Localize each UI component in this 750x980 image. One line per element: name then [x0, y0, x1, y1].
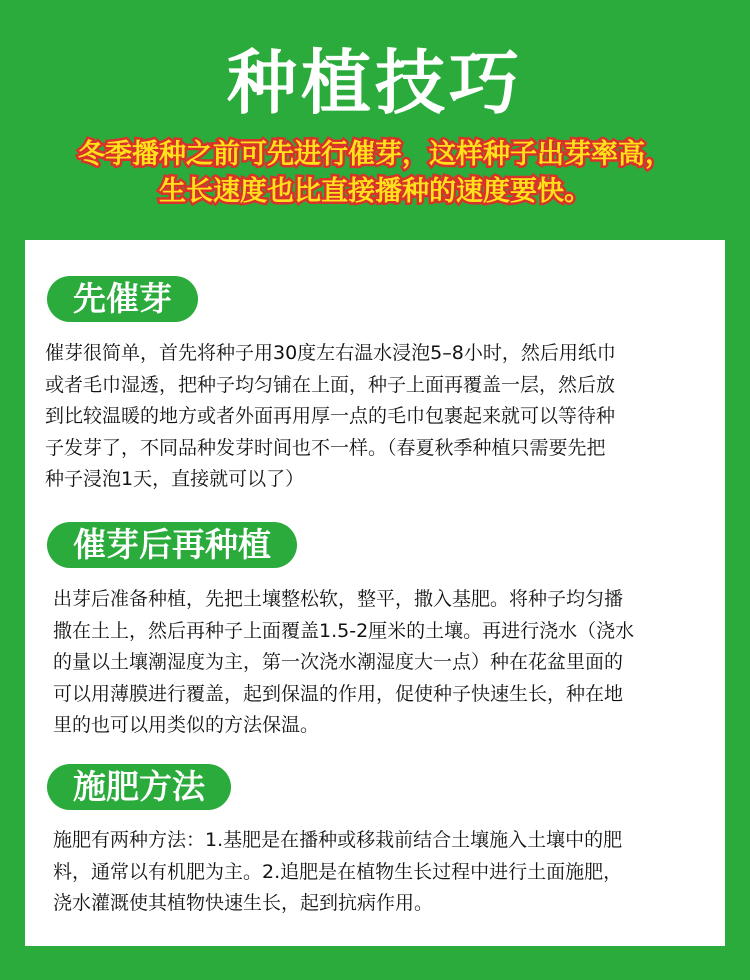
subtitle-line-1: 冬季播种之前可先进行催芽，这样种子出芽率高，: [78, 139, 672, 170]
section-heading-sprouting: 先催芽: [47, 276, 198, 322]
body-line: 可以用薄膜进行覆盖，起到保温的作用，促使种子快速生长，种在地: [53, 682, 624, 705]
body-line: 子发芽了，不同品种发芽时间也不一样。（春夏秋季种植只需要先把: [45, 436, 606, 459]
page-title: 种植技巧: [227, 42, 523, 124]
section-heading-planting: 催芽后再种植: [47, 522, 297, 568]
section-body-fertilizing: [53, 825, 622, 920]
body-line: 种子浸泡1天，直接就可以了）: [45, 468, 305, 490]
body-line: 出芽后准备种植，先把土壤整松软，整平，撒入基肥。将种子均匀播: [53, 588, 624, 610]
body-line: 或者毛巾湿透，把种子均匀铺在上面，种子上面再覆盖一层，然后放: [45, 373, 616, 396]
body-line: 料，通常以有机肥为主。2.追肥是在植物生长过程中进行土面施肥，: [53, 860, 623, 883]
subtitle-line-2: 生长速度也比直接播种的速度要快。: [159, 176, 591, 207]
section-body-planting: [53, 584, 634, 742]
body-line: 的量以土壤潮湿度为主，第一次浇水潮湿度大一点）种在花盆里面的: [53, 651, 624, 673]
body-line: 里的也可以用类似的方法保温。: [53, 714, 320, 736]
section-heading-fertilizing: 施肥方法: [47, 764, 231, 810]
body-line: 施肥有两种方法：1.基肥是在播种或移栽前结合土壤施入土壤中的肥: [53, 829, 623, 851]
body-line: 催芽很简单，首先将种子用30度左右温水浸泡5–8小时，然后用纸巾: [45, 342, 616, 364]
header: [0, 0, 750, 240]
section-body-sprouting: [45, 338, 616, 496]
body-line: 到比较温暖的地方或者外面再用厚一点的毛巾包裹起来就可以等待种: [45, 405, 616, 427]
content-card: [25, 240, 725, 946]
body-line: 撒在土上，然后再种子上面覆盖1.5-2厘米的土壤。再进行浇水（浇水: [53, 619, 635, 642]
body-line: 浇水灌溉使其植物快速生长，起到抗病作用。: [53, 892, 434, 914]
